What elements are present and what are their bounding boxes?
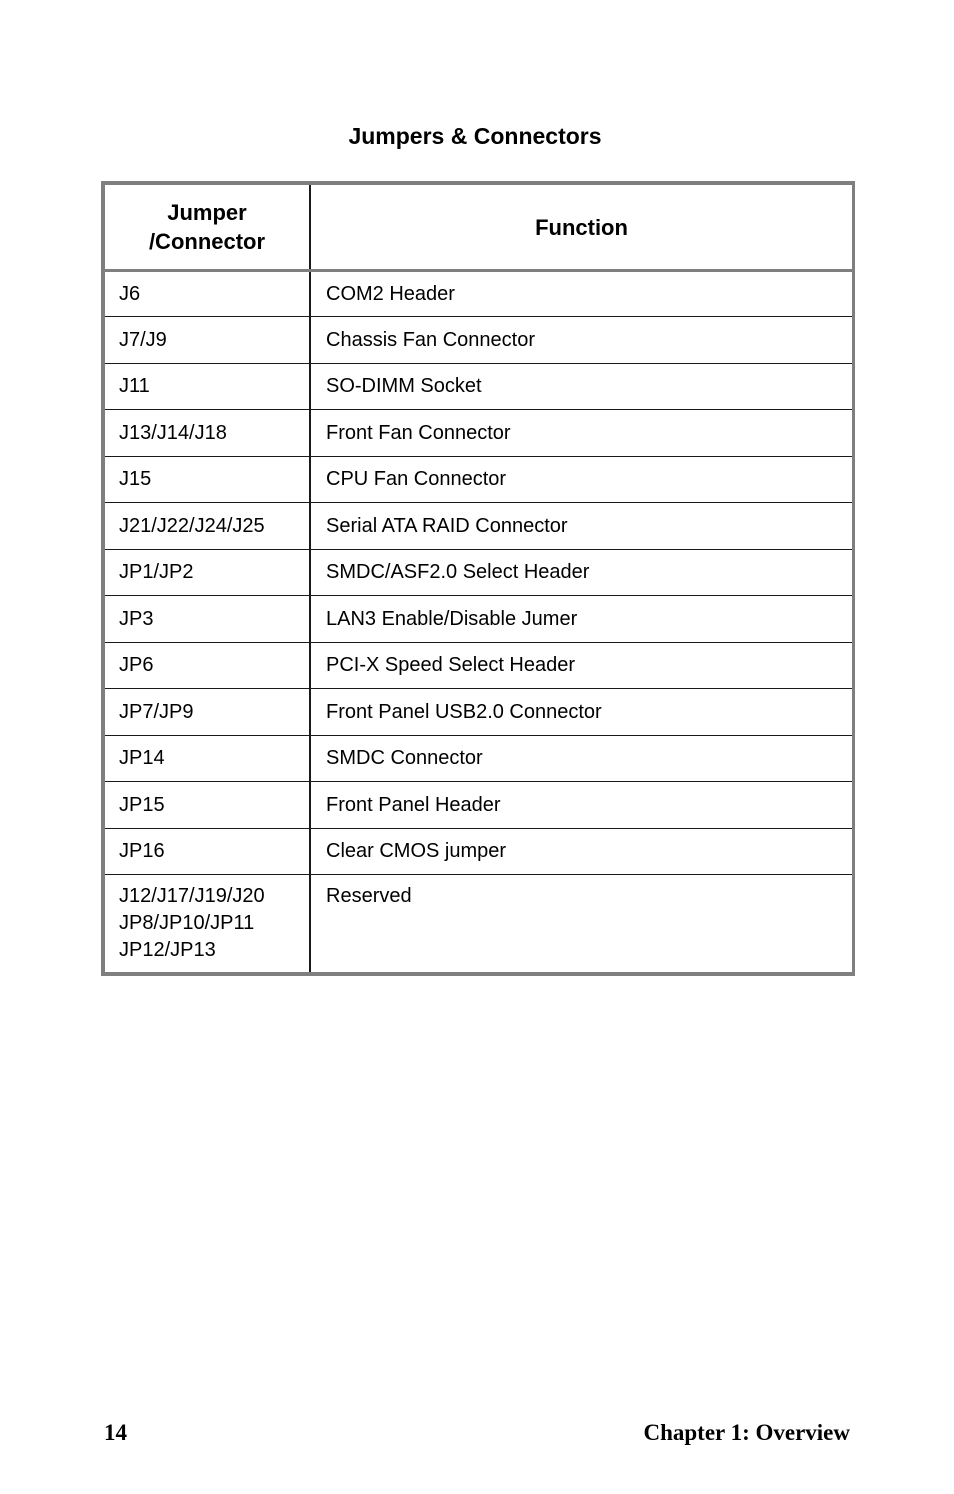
function-cell: Front Panel Header [310, 782, 852, 828]
table-header-row [105, 185, 852, 271]
function-cell: COM2 Header [310, 271, 852, 317]
table-row [105, 596, 852, 642]
table-row [105, 642, 852, 688]
table-row [105, 503, 852, 549]
table-row [105, 549, 852, 595]
function-cell: Front Panel USB2.0 Connector [310, 689, 852, 735]
table-row [105, 735, 852, 781]
jumper-cell: J15 [105, 456, 310, 502]
column-header-jumper: Jumper /Connector [105, 185, 310, 271]
jumper-cell: J13/J14/J18 [105, 410, 310, 456]
jumper-cell: JP15 [105, 782, 310, 828]
table-row [105, 410, 852, 456]
function-cell: Reserved [326, 885, 412, 908]
table-row [105, 363, 852, 409]
function-cell: SO-DIMM Socket [310, 363, 852, 409]
function-cell: SMDC/ASF2.0 Select Header [310, 549, 852, 595]
chapter-title: Chapter 1: Overview [643, 1420, 850, 1445]
jumper-cell: JP14 [105, 735, 310, 781]
page-number: 14 [104, 1420, 127, 1445]
table-row [105, 782, 852, 828]
jumper-cell: JP6 [105, 642, 310, 688]
jumper-cell: JP3 [105, 596, 310, 642]
column-header-function: Function [310, 185, 852, 271]
table-row [105, 689, 852, 735]
table-row [105, 875, 852, 972]
jumper-cell: J12/J17/J19/J20 JP8/JP10/JP11 JP12/JP13 [105, 875, 310, 972]
function-cell: PCI-X Speed Select Header [310, 642, 852, 688]
table-row [105, 828, 852, 874]
function-cell: LAN3 Enable/Disable Jumer [310, 596, 852, 642]
jumper-cell: J6 [105, 271, 310, 317]
jumper-cell: J21/J22/J24/J25 [105, 503, 310, 549]
function-cell: Clear CMOS jumper [310, 828, 852, 874]
jumpers-connectors-table [101, 181, 855, 976]
function-cell: Chassis Fan Connector [310, 317, 852, 363]
function-cell: Serial ATA RAID Connector [310, 503, 852, 549]
jumper-cell: JP7/JP9 [105, 689, 310, 735]
function-cell: SMDC Connector [310, 735, 852, 781]
jumper-cell: JP16 [105, 828, 310, 874]
jumper-cell: J7/J9 [105, 317, 310, 363]
jumper-cell: J11 [105, 363, 310, 409]
jumper-cell: JP1/JP2 [105, 549, 310, 595]
page-title: Jumpers & Connectors [348, 123, 602, 149]
function-cell: CPU Fan Connector [310, 456, 852, 502]
table-row [105, 456, 852, 502]
table-row [105, 317, 852, 363]
function-cell: Front Fan Connector [310, 410, 852, 456]
table-row [105, 271, 852, 317]
